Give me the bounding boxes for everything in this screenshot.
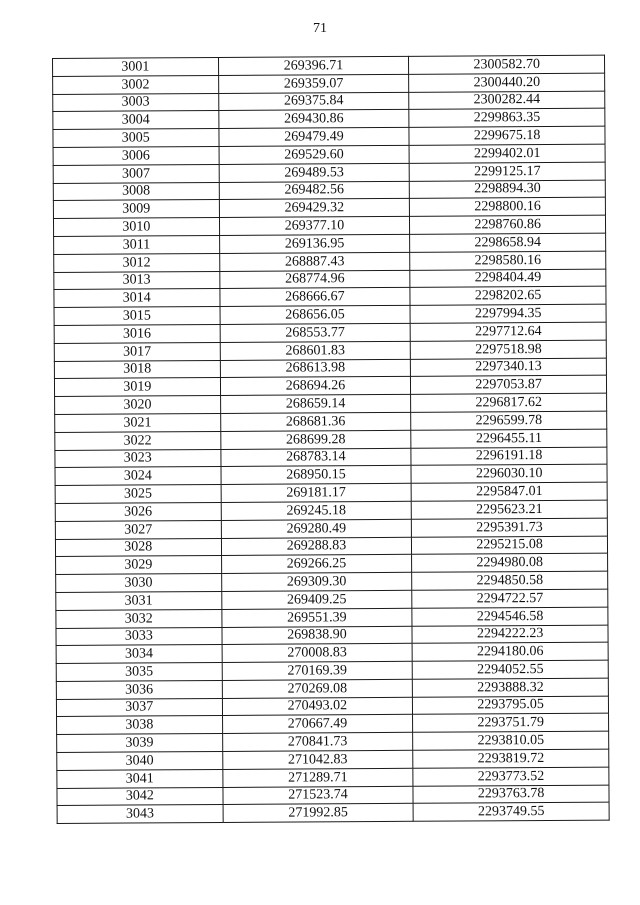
x-coordinate-cell: 269409.25 bbox=[221, 590, 412, 609]
point-number-cell: 3002 bbox=[53, 75, 219, 94]
coordinates-table bbox=[52, 55, 610, 825]
y-coordinate-cell: 2293888.32 bbox=[413, 678, 609, 697]
point-number-cell: 3027 bbox=[55, 520, 221, 539]
y-coordinate-cell: 2298580.16 bbox=[410, 251, 606, 270]
point-number-cell: 3008 bbox=[53, 182, 219, 201]
point-number-cell: 3041 bbox=[57, 769, 223, 788]
x-coordinate-cell: 269245.18 bbox=[221, 501, 412, 520]
coordinates-table-body bbox=[53, 55, 610, 824]
x-coordinate-cell: 270169.39 bbox=[222, 661, 413, 680]
x-coordinate-cell: 269309.30 bbox=[221, 572, 412, 591]
point-number-cell: 3010 bbox=[53, 218, 219, 237]
x-coordinate-cell: 268681.36 bbox=[220, 412, 411, 431]
y-coordinate-cell: 2297994.35 bbox=[410, 304, 606, 323]
x-coordinate-cell: 268553.77 bbox=[220, 323, 411, 342]
point-number-cell: 3025 bbox=[55, 485, 221, 504]
y-coordinate-cell: 2293751.79 bbox=[413, 714, 609, 733]
y-coordinate-cell: 2296455.11 bbox=[411, 429, 607, 448]
x-coordinate-cell: 269359.07 bbox=[218, 74, 409, 93]
y-coordinate-cell: 2297340.13 bbox=[411, 358, 607, 377]
y-coordinate-cell: 2298658.94 bbox=[410, 233, 606, 252]
x-coordinate-cell: 268699.28 bbox=[220, 430, 411, 449]
x-coordinate-cell: 269136.95 bbox=[219, 234, 410, 253]
y-coordinate-cell: 2294980.08 bbox=[412, 553, 608, 572]
x-coordinate-cell: 270269.08 bbox=[222, 679, 413, 698]
x-coordinate-cell: 270008.83 bbox=[222, 644, 413, 663]
point-number-cell: 3020 bbox=[55, 396, 221, 415]
y-coordinate-cell: 2293763.78 bbox=[413, 785, 609, 804]
point-number-cell: 3035 bbox=[56, 663, 222, 682]
x-coordinate-cell: 269838.90 bbox=[222, 626, 413, 645]
table-row bbox=[57, 803, 609, 824]
point-number-cell: 3007 bbox=[53, 164, 219, 183]
y-coordinate-cell: 2293810.05 bbox=[413, 731, 609, 750]
point-number-cell: 3031 bbox=[56, 591, 222, 610]
x-coordinate-cell: 268601.83 bbox=[220, 341, 411, 360]
y-coordinate-cell: 2294722.57 bbox=[412, 589, 608, 608]
x-coordinate-cell: 269529.60 bbox=[219, 145, 410, 164]
x-coordinate-cell: 268613.98 bbox=[220, 359, 411, 378]
point-number-cell: 3004 bbox=[53, 111, 219, 130]
point-number-cell: 3022 bbox=[55, 431, 221, 450]
point-number-cell: 3037 bbox=[56, 698, 222, 717]
point-number-cell: 3040 bbox=[57, 752, 223, 771]
point-number-cell: 3003 bbox=[53, 93, 219, 112]
y-coordinate-cell: 2293819.72 bbox=[413, 749, 609, 768]
y-coordinate-cell: 2295215.08 bbox=[412, 536, 608, 555]
y-coordinate-cell: 2294222.23 bbox=[412, 625, 608, 644]
x-coordinate-cell: 268887.43 bbox=[219, 252, 410, 271]
point-number-cell: 3019 bbox=[54, 378, 220, 397]
y-coordinate-cell: 2299675.18 bbox=[409, 126, 605, 145]
y-coordinate-cell: 2297518.98 bbox=[411, 340, 607, 359]
point-number-cell: 3043 bbox=[57, 805, 223, 824]
y-coordinate-cell: 2295391.73 bbox=[412, 518, 608, 537]
y-coordinate-cell: 2299125.17 bbox=[409, 162, 605, 181]
y-coordinate-cell: 2299863.35 bbox=[409, 109, 605, 128]
page-number: 71 bbox=[313, 21, 327, 36]
y-coordinate-cell: 2298202.65 bbox=[410, 286, 606, 305]
x-coordinate-cell: 269396.71 bbox=[218, 56, 409, 75]
y-coordinate-cell: 2297712.64 bbox=[410, 322, 606, 341]
x-coordinate-cell: 268694.26 bbox=[220, 377, 411, 396]
point-number-cell: 3024 bbox=[55, 467, 221, 486]
y-coordinate-cell: 2296030.10 bbox=[411, 464, 607, 483]
x-coordinate-cell: 270667.49 bbox=[222, 715, 413, 734]
y-coordinate-cell: 2293795.05 bbox=[413, 696, 609, 715]
y-coordinate-cell: 2298894.30 bbox=[410, 180, 606, 199]
point-number-cell: 3014 bbox=[54, 289, 220, 308]
point-number-cell: 3013 bbox=[54, 271, 220, 290]
x-coordinate-cell: 268783.14 bbox=[221, 448, 412, 467]
y-coordinate-cell: 2298404.49 bbox=[410, 269, 606, 288]
x-coordinate-cell: 268666.67 bbox=[220, 288, 411, 307]
y-coordinate-cell: 2293749.55 bbox=[413, 803, 609, 822]
x-coordinate-cell: 268659.14 bbox=[220, 394, 411, 413]
point-number-cell: 3001 bbox=[53, 57, 219, 76]
x-coordinate-cell: 268950.15 bbox=[221, 466, 412, 485]
point-number-cell: 3030 bbox=[56, 574, 222, 593]
y-coordinate-cell: 2294850.58 bbox=[412, 571, 608, 590]
y-coordinate-cell: 2295847.01 bbox=[411, 482, 607, 501]
x-coordinate-cell: 269482.56 bbox=[219, 181, 410, 200]
y-coordinate-cell: 2296191.18 bbox=[411, 447, 607, 466]
x-coordinate-cell: 269288.83 bbox=[221, 537, 412, 556]
y-coordinate-cell: 2297053.87 bbox=[411, 375, 607, 394]
x-coordinate-cell: 268774.96 bbox=[219, 270, 410, 289]
point-number-cell: 3026 bbox=[55, 502, 221, 521]
x-coordinate-cell: 271523.74 bbox=[223, 786, 414, 805]
point-number-cell: 3042 bbox=[57, 787, 223, 806]
point-number-cell: 3038 bbox=[57, 716, 223, 735]
point-number-cell: 3029 bbox=[56, 556, 222, 575]
y-coordinate-cell: 2294052.55 bbox=[412, 660, 608, 679]
x-coordinate-cell: 269429.32 bbox=[219, 199, 410, 218]
y-coordinate-cell: 2300582.70 bbox=[409, 55, 605, 74]
point-number-cell: 3039 bbox=[57, 734, 223, 753]
point-number-cell: 3016 bbox=[54, 324, 220, 343]
x-coordinate-cell: 269479.49 bbox=[219, 128, 410, 147]
point-number-cell: 3012 bbox=[54, 253, 220, 272]
point-number-cell: 3005 bbox=[53, 129, 219, 148]
point-number-cell: 3033 bbox=[56, 627, 222, 646]
x-coordinate-cell: 271042.83 bbox=[222, 750, 413, 769]
x-coordinate-cell: 269377.10 bbox=[219, 216, 410, 235]
y-coordinate-cell: 2294546.58 bbox=[412, 607, 608, 626]
y-coordinate-cell: 2300282.44 bbox=[409, 91, 605, 110]
point-number-cell: 3011 bbox=[54, 235, 220, 254]
point-number-cell: 3032 bbox=[56, 609, 222, 628]
y-coordinate-cell: 2296817.62 bbox=[411, 393, 607, 412]
x-coordinate-cell: 271992.85 bbox=[223, 804, 414, 823]
x-coordinate-cell: 269280.49 bbox=[221, 519, 412, 538]
x-coordinate-cell: 269181.17 bbox=[221, 483, 412, 502]
point-number-cell: 3006 bbox=[53, 146, 219, 165]
x-coordinate-cell: 269375.84 bbox=[218, 92, 409, 111]
y-coordinate-cell: 2298800.16 bbox=[410, 197, 606, 216]
point-number-cell: 3036 bbox=[56, 680, 222, 699]
x-coordinate-cell: 269266.25 bbox=[221, 555, 412, 574]
x-coordinate-cell: 270493.02 bbox=[222, 697, 413, 716]
point-number-cell: 3023 bbox=[55, 449, 221, 468]
point-number-cell: 3009 bbox=[53, 200, 219, 219]
point-number-cell: 3018 bbox=[54, 360, 220, 379]
y-coordinate-cell: 2295623.21 bbox=[411, 500, 607, 519]
x-coordinate-cell: 270841.73 bbox=[222, 733, 413, 752]
x-coordinate-cell: 269551.39 bbox=[221, 608, 412, 627]
point-number-cell: 3015 bbox=[54, 307, 220, 326]
y-coordinate-cell: 2299402.01 bbox=[409, 144, 605, 163]
y-coordinate-cell: 2298760.86 bbox=[410, 215, 606, 234]
point-number-cell: 3028 bbox=[55, 538, 221, 557]
point-number-cell: 3021 bbox=[55, 413, 221, 432]
y-coordinate-cell: 2300440.20 bbox=[409, 73, 605, 92]
point-number-cell: 3017 bbox=[54, 342, 220, 361]
x-coordinate-cell: 268656.05 bbox=[220, 305, 411, 324]
y-coordinate-cell: 2296599.78 bbox=[411, 411, 607, 430]
x-coordinate-cell: 269489.53 bbox=[219, 163, 410, 182]
x-coordinate-cell: 269430.86 bbox=[218, 110, 409, 129]
x-coordinate-cell: 271289.71 bbox=[222, 768, 413, 787]
y-coordinate-cell: 2293773.52 bbox=[413, 767, 609, 786]
y-coordinate-cell: 2294180.06 bbox=[412, 642, 608, 661]
point-number-cell: 3034 bbox=[56, 645, 222, 664]
